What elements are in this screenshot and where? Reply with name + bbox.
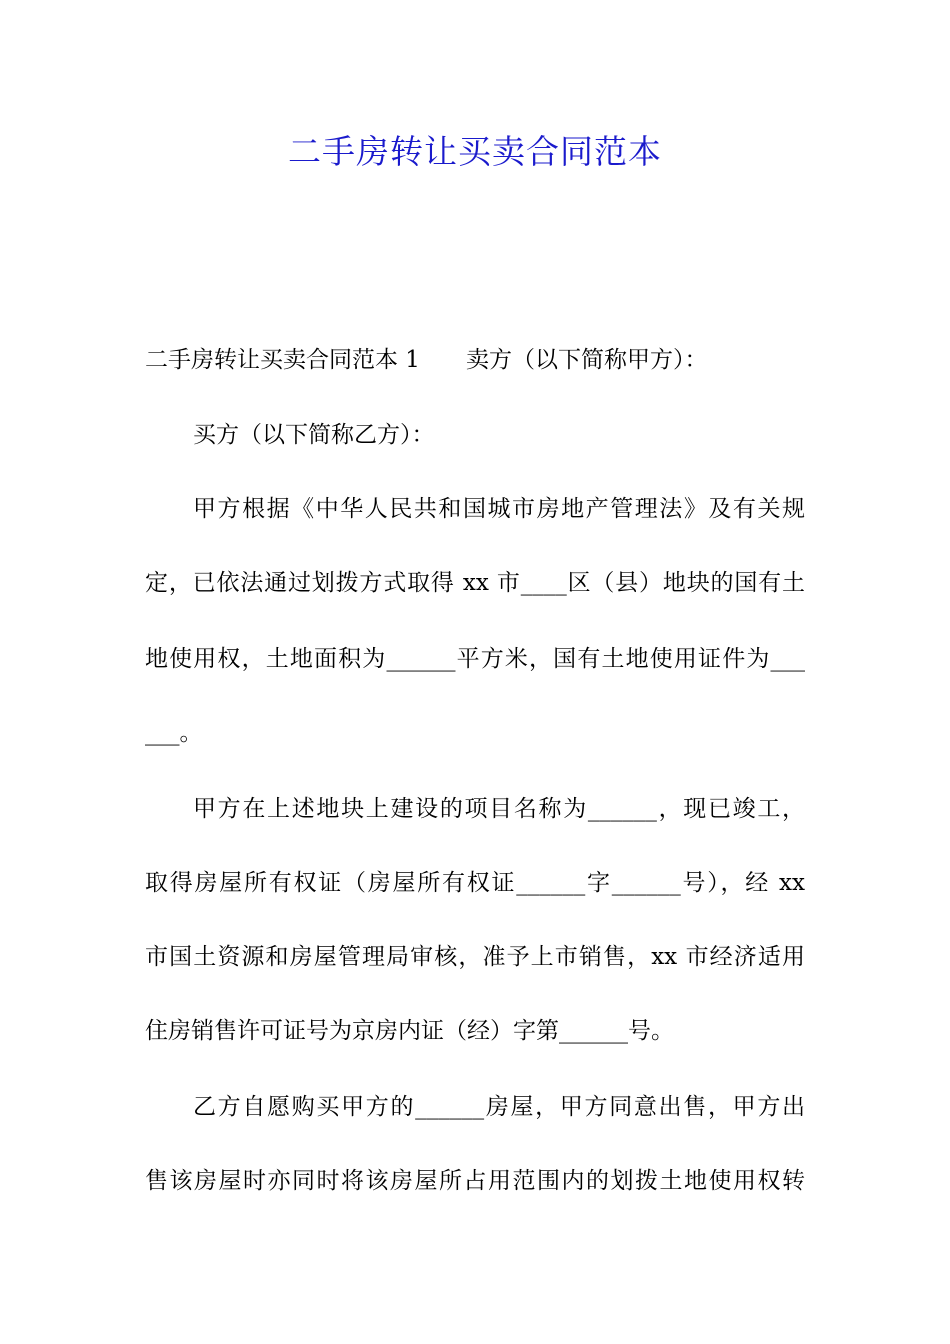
paragraph-line: ___。 (145, 720, 203, 746)
paragraph-line: 住房销售许可证号为京房内证（经）字第______号。 (145, 1018, 674, 1044)
contract-intro-line (145, 345, 805, 375)
paragraph-line: 甲方在上述地块上建设的项目名称为______，现已竣工， (193, 796, 805, 822)
buyer-label: 买方（以下简称乙方）： (193, 422, 435, 448)
paragraph-line: 甲方根据《中华人民共和国城市房地产管理法》及有关规 (193, 496, 805, 522)
paragraph-line: 乙方自愿购买甲方的______房屋，甲方同意出售，甲方出 (193, 1094, 805, 1120)
paragraph-line: 取得房屋所有权证（房屋所有权证______字______号），经 xx (145, 870, 805, 896)
paragraph-line: 市国土资源和房屋管理局审核，准予上市销售，xx 市经济适用 (145, 944, 805, 970)
paragraph-line: 定，已依法通过划拨方式取得 xx 市____区（县）地块的国有土 (145, 570, 805, 596)
paragraph-line: 售该房屋时亦同时将该房屋所占用范围内的划拨土地使用权转 (145, 1168, 805, 1194)
paragraph-line: 地使用权，土地面积为______平方米，国有土地使用证件为___ (145, 646, 805, 672)
document-title: 二手房转让买卖合同范本 (288, 132, 662, 171)
seller-label: 卖方（以下简称甲方）： (465, 347, 708, 373)
contract-subtitle: 二手房转让买卖合同范本 1 (145, 347, 420, 373)
